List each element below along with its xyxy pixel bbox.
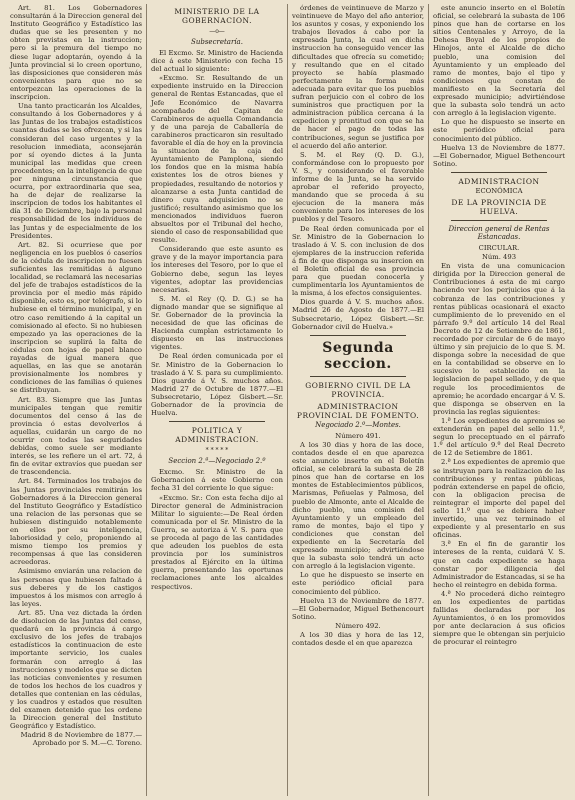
column-3	[287, 4, 428, 796]
paragraph: Huelva 13 de Noviembre de 1877.—El Gobernador, Miguel Bethencourt Sotino.	[292, 596, 424, 621]
paragraph: 4.ª No procederá dicho reintegro en los expedientes de partidas fallidas declaradas por los Ayuntamientos, ó en los promovidos por ante declaracion á sus oficios siempre que le obtengan sin perjuicio de procurar el reintegro	[433, 589, 565, 647]
paragraph: A los 30 dias y hora de las 12, contados desde el en que aparezca	[292, 631, 424, 648]
paragraph: «Excmo. Sr.: Con esta fecha dijo al Director general de Administracion Militar lo siguiente:—De Real órden comunicada por el Sr. Ministro de la Guerra, se autoriza á V. S. para que se proceda al pago de las cantidades que adeuden los pueblos de esta provincia por los suministros prestados al Ejército en la última guerra, presentando las oportunas reclamaciones ante los alcaldes respectivos.	[151, 493, 283, 591]
paragraph: Lo que he dispuesto se inserte en este periódico oficial para conocimiento del público.	[292, 571, 424, 596]
section-heading: Segunda seccion.	[322, 339, 394, 372]
province-heading: DE LA PROVINCIA DE HUELVA.	[451, 197, 547, 216]
section-title: POLITICA Y ADMINISTRACION.	[175, 426, 259, 445]
separator: —o—	[209, 28, 225, 35]
paragraph: S. M. el Rey (Q. D. G.) se ha dignado mandar que se signifique al Sr. Gobernador de la provincia la necesidad de que las oficinas de Hacienda cumplan estrictamente lo dispuesto en las instrucciones vigentes.	[151, 294, 283, 352]
divider	[169, 421, 265, 422]
administration-heading: ADMINISTRACION	[458, 176, 540, 186]
ministry-heading: MINISTERIO DE LA GOBERNACION.	[174, 7, 260, 25]
column-2	[146, 4, 287, 796]
column-1	[6, 4, 146, 796]
paragraph: 1.ª Los expedientes de apremios se extenderán en papel del sello 11.º, segun lo preceptuado en el párrafo 1.º del artículo 9.º del Real Decreto de 12 de Setiembre de 1861.	[433, 416, 565, 458]
paragraph: Art. 85. Una vez dictada la órden de disolucion de las Juntas del censo, quedará en la provincia á cargo exclusivo de los jefes de trabajos estadísticos la continuacion de este importante servicio, los cuales formarán con arreglo á las instrucciones y modelos que se dicten las noticias convenientes y resumen de todos los hechos de los cuadros y detalles que contenian en las cédulas, y los cuadros y estados que resulten del examen detenido que les ordene la Direccion general del Instituto Geográfico y Estadístico.	[10, 608, 142, 731]
notice-number: Número 491.	[335, 431, 381, 440]
paragraph: De Real órden comunicada por el Sr. Ministro de la Gobernacion lo traslado á V. S. para su cumplimiento. Dios guarde á V. S. muchos años. Madrid 27 de Octubre de 1877.—El Subsecretario, López Gisbert.—Sr. Gobernador de la provincia de Huelva.	[151, 352, 283, 418]
section-subheading: Seccion 2.ª—Negociado 2.º	[168, 457, 266, 466]
paragraph: En vista de una comunicacion dirigida por la Direccion general de Contribuciones á esta de mi cargo haciendo ver los perjuicios que á la cobranza de las contribuciones y rentas públicas ocasionará el exacto cumplimiento de lo prevenido en el párrafo 9.º del artículo 14 del Real Decreto de 12 de Setiembre de 1861, recordado por circular de 6 de mayo último y sin prejuicio de lo que S. M. disponga sobre la necesidad de que en la contabilidad se observe en lo sucesivo lo establecido en la legislacion de papel sellado, y de que regule los procedimientos de apremio; he acordado encargar á V. S. que disponga se observen en la provincia las reglas siguientes:	[433, 262, 565, 416]
divider	[451, 172, 547, 173]
direction-heading: Direccion general de Rentas Estancadas.	[448, 224, 550, 241]
text-columns	[6, 4, 569, 796]
paragraph: Art. 83. Siempre que las Juntas municipales tengan que remitir documentos del censo á las de provincia ó estas devolverlos á aquellas, cuidarán un cargo de no ocurrir con todas las seguridades debidas, como suele ser mediante interés, se les refiere un el art. 72, á fin de evitar extravíos que puedan ser de trascendencia.	[10, 395, 142, 477]
paragraph: Una tanto practicarán los Alcaldes, consultando á los Gobernadores y á las Juntas de los trabajos estadísticos cuantas dudas se les ofrezcan, y si las consideran del caso urgentes y la resolucion inmediata, aconsejarán por sí oyendo dictes á la Junta municipal las medidas que creen procedentes; en la inteligencia de que por ninguna circunstancia que ocurra, por extraordinaria que sea, ha de dejar de realizarse la inscripcion de todos los habitantes el día 31 de Diciembre, bajo la personal responsabilidad de los individuos de las Juntas y de especialmente de los Presidentes.	[10, 102, 142, 240]
paragraph: A los 30 dias y hora de las doce, contados desde el en que aparezca este anuncio inserto en el Boletín oficial, se celebrará la subasta de 28 pinos que han de cortarse en los montes de Establecimientos públicos, Marismas, Peñuelas y Palmosa, del pueblo de Almonte, ante el Alcalde de dicho pueblo, una comision del Ayuntamiento y un empleado del ramo de montes, bajo el tipo y condiciones que constan del expediente en la Secretaría del expresado municipio; advirtiéndose que la subasta solo tendrá un acto con arreglo á la legislacion vigente.	[292, 440, 424, 571]
paragraph: Art. 82. Si ocurriese que por negligencia en los pueblos ó caseríos de la cédula de inscripcion no fuesen suficientes las remitidas á alguno localidad, se reclamará las necesarias del jefe de trabajos estadísticos de la provincia por el medio más rápido disponible, esto es, por telégrafo, si lo hubiese en el término municipal, y en otro caso remitiendo á la capital un comisionado al efecto. Si no hubiesen empezado ya las operaciones de la inscripcion se suplirá la falta de cédulas con hojas de papel blanco rayadas de igual manera que aquellas, en las que se anotarán provisionalmente los nombres y condiciones de las familias ó quienes se distribuyan.	[10, 240, 142, 395]
notice-number: Número 492.	[335, 621, 381, 630]
paragraph: Lo que he dispuesto se inserte en este periódico oficial para conocimiento del público.	[433, 118, 565, 143]
economica-label: ECONÓMICA	[475, 186, 523, 195]
paragraph: Huelva 13 de Noviembre de 1877. —El Gobernador, Miguel Bethencourt Sotino.	[433, 143, 565, 168]
paragraph: Art. 84. Terminados los trabajos de las Juntas provinciales remitirán los Gobernadores á la Direccion general del Instituto Geográfico y Estadístico una relacion de las personas que se hubiesen distinguido notablemente en ellos por su inteligencia, laboriosidad y celo, proponiendo al mismo tiempo los premios y recompensas á que las consideren acreedoras.	[10, 477, 142, 567]
signature-line: Madrid 8 de Noviembre de 1877.— Aprobado por S. M.—C. Toreno.	[20, 731, 142, 748]
separator-stars: * * * * *	[205, 447, 229, 455]
government-heading: GOBIERNO CIVIL DE LA PROVINCIA.	[305, 380, 411, 399]
negociado-heading: Negociado 2.º—Montes.	[315, 420, 401, 429]
paragraph: 2.ª Los expedientes de apremio que se instruyan para la realizacion de las contribuciones y rentas públicas, podrán extenderse en papel de oficio, con la obligacion precisa de reintegrar el importe del papel del sello 11.º que se debiera haber invertido, una vez terminado el expediente y al presentarlo en sus oficinas.	[433, 458, 565, 540]
administration-heading: ADMINISTRACION PROVINCIAL DE FOMENTO.	[296, 401, 420, 420]
divider	[451, 220, 547, 221]
paragraph: órdenes de veintinueve de Marzo y veintinueve de Mayo del año anterior, los asuntos y cosas, y exponiendo los trabajos llevados á cabo por la expresada Junta, la cual en dicha instruccion ha conseguido vencer las dificultades que ofrecía su cometido; y resultando que en el citado proyecto se había plasmado perfectamente la forma más adecuada para evitar que los pueblos sufran perjuicio con el cobro de los suministros que practiquen por la administracion pública cercana á la expedicion y prontitud con que se ha de hacer el pago de todas las contribuciones, segun se justifica por el acuerdo del año anterior.	[292, 4, 424, 150]
column-4	[428, 4, 569, 796]
paragraph: S. M. el Rey (Q. D. G.), conformándose con lo propuesto por V. S., y considerando el favorable informe de la Junta, se ha servido aprobar el referido proyecto, mandando que se proceda á su ejecucion de la manera más conveniente para los intereses de los pueblos y del Tesoro.	[292, 150, 424, 224]
paragraph: Art. 81. Los Gobernadores consultarán á la Direccion general del Instituto Geográfico y Estadístico las dudas que se les presenten y no obten previstas en la instruccion; pero si la premura del tiempo no diese lugar adoptarán, oyendo á la Junta provincial si lo creen oportuno, las disposiciones que consideren más convenientes para que no se entorpezcan las operaciones de la inscripcion.	[10, 4, 142, 102]
divider	[310, 335, 406, 336]
paragraph: 3.ª En el fin de garantir los intereses de la renta, cuidará V. S. que en cada expediente se haga constar por diligencia del Administrador de Estancadas, si se ha hecho el reintegro en debida forma.	[433, 540, 565, 589]
circular-label: CIRCULAR.	[478, 243, 520, 252]
notice-number: Núm. 493	[481, 253, 517, 262]
paragraph: Excmo. Sr. Ministro de la Gobernacion á este Gobierno con fecha 31 del corriente lo que sigue:	[151, 468, 283, 493]
paragraph: Considerando que este asunto es grave y de la mayor importancia para los intereses del Tesoro, por lo que el Gobierno debe, segun las leyes vigentes, adoptar las providencias necesarias.	[151, 245, 283, 294]
paragraph: El Excmo. Sr. Ministro de Hacienda dice á este Ministerio con fecha 15 del actual lo siguiente:	[151, 49, 283, 74]
paragraph: este anuncio inserto en el Boletín oficial, se celebrará la subasta de 106 pinos que han de cortarse en los sitios Centenales y Arroyo, de la Dehesa Boyal de los propios de Hinojos, ante el Alcalde de dicho pueblo, una comision del Ayuntamiento y un empleado del ramo de montes, bajo el tipo y condiciones que constan de manifiesto en la Secretaría del expresado municipio; advirtiéndose que la subasta solo tendrá un acto con arreglo á la legislacion vigente.	[433, 4, 565, 118]
paragraph: «Excmo. Sr. Resultando de un expediente instruido en la Direccion general de Rentas Estancadas, que el Jefe Económico de Navarra acompañado del Capitan de Carabineros de aquella Comandancia y de una pareja de Caballería de carabineros practicaron sin resultado favorable el día de hoy en la provincia la situacion de la caja del Ayuntamiento de Pamplona, siendo los fondos que en la misma había existentes los de otros bienes y propiedades, resultando de notorios y alcanzarse a esta Junta cantidad de dinero cuya adquisicion no se justificó; resultando asimismo que los mencionados individuos fueron absueltos por el Tribunal del hecho, siendo el caso de responsabilidad que resulte.	[151, 74, 283, 245]
paragraph: De Real órden comunicada por el Sr. Ministro de la Gobernacion lo traslado á V. S. con inclusion de dos ejemplares de la instruccion referida á fin de que disponga su insercion en el Boletín oficial de esa provincia para que puedan conocerla y cumplimentarla los Ayuntamientos de la misma, á los efectos consiguientes.	[292, 224, 424, 298]
paragraph: Asimismo enviarán una relacion de las personas que hubiesen faltado á sus deberes y de los castigos impuestos á los mismos con arreglo á las leyes.	[10, 567, 142, 608]
subsection-heading: Subsecretaría.	[191, 38, 243, 46]
paragraph: Dios guarde á V. S. muchos años. Madrid 26 de Agosto de 1877.—El Subsecretario, López Gisbert.—Sr. Gobernador civil de Huelva.»	[292, 298, 424, 331]
divider	[310, 376, 406, 377]
